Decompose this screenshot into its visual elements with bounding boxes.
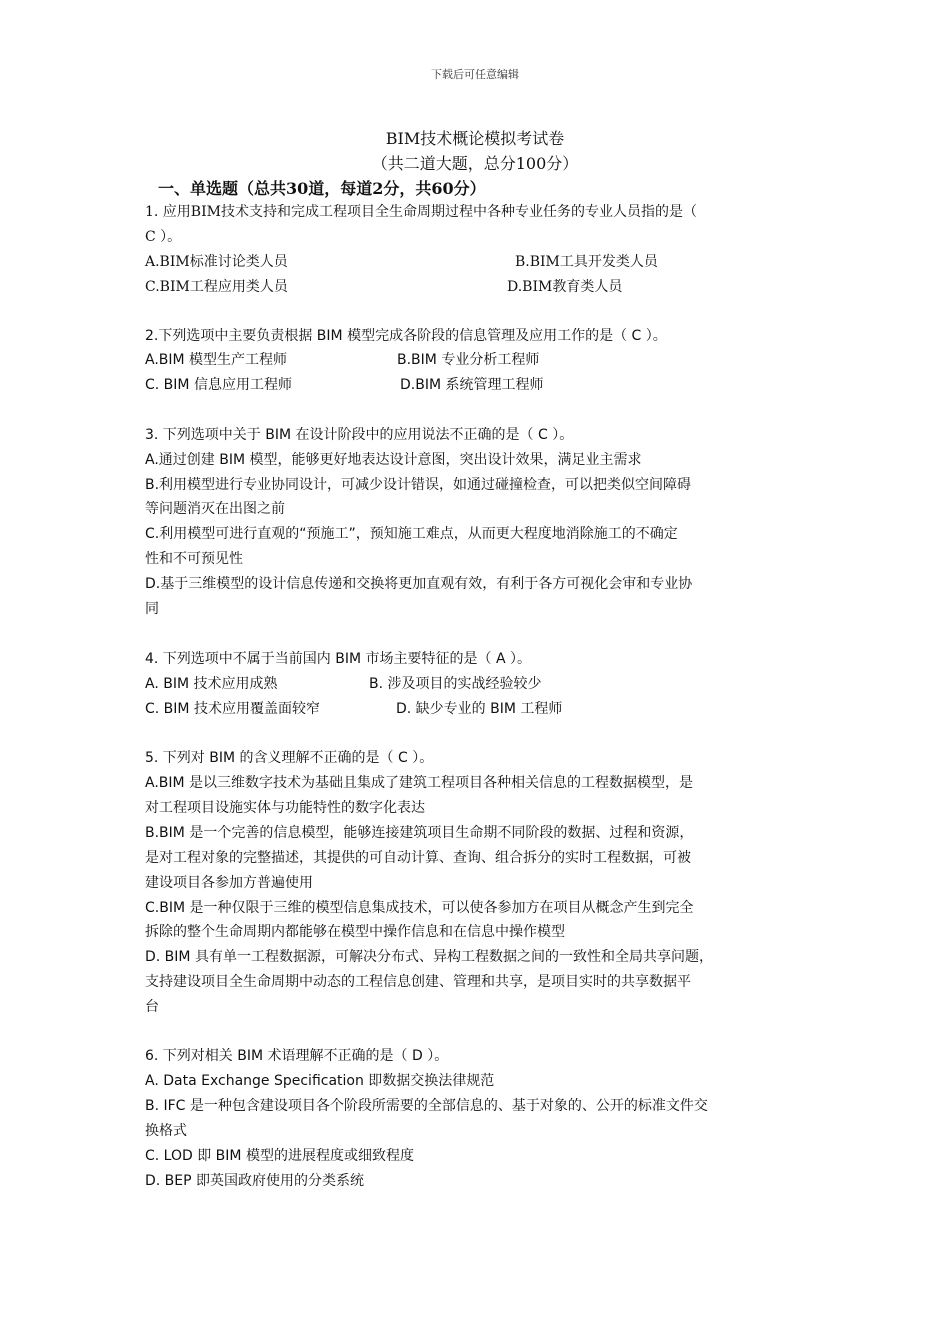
option-c: C.BIM工程应用类人员 <box>145 279 288 295</box>
question-stem: 2.下列选项中主要负责根据 BIM 模型完成各阶段的信息管理及应用工作的是（ C ）。 <box>145 328 667 344</box>
option-b: B.BIM工具开发类人员 <box>515 254 658 270</box>
option-b-cont: 建设项目各参加方普遍使用 <box>145 875 313 891</box>
option-c: C. BIM 技术应用覆盖面较窄 <box>145 701 320 717</box>
option-c: C.利用模型可进行直观的“预施工”，预知施工难点，从而更大程度地消除施工的不确定 <box>145 526 678 542</box>
question-stem-cont: C ）。 <box>145 229 182 245</box>
section-title: 一、单选题（总共30道，每道2分，共60分） <box>158 179 486 198</box>
option-b: B. 涉及项目的实战经验较少 <box>369 676 542 692</box>
option-d-cont: 同 <box>145 601 159 617</box>
exam-subtitle: （共二道大题，总分100分） <box>371 154 579 173</box>
option-b-cont: 换格式 <box>145 1123 187 1139</box>
option-d: D.基于三维模型的设计信息传递和交换将更加直观有效，有利于各方可视化会审和专业协 <box>145 576 693 592</box>
option-a: A.BIM 模型生产工程师 <box>145 352 288 368</box>
option-c-cont: 拆除的整个生命周期内都能够在模型中操作信息和在信息中操作模型 <box>145 924 565 940</box>
option-c: C.BIM 是一种仅限于三维的模型信息集成技术，可以使各参加方在项目从概念产生到完全 <box>145 900 694 916</box>
option-b: B.利用模型进行专业协同设计，可减少设计错误，如通过碰撞检查，可以把类似空间障碍 <box>145 477 692 493</box>
exam-title: BIM技术概论模拟考试卷 <box>385 129 565 148</box>
option-d: D. BEP 即英国政府使用的分类系统 <box>145 1173 365 1189</box>
option-b-cont: 是对工程对象的完整描述，其提供的可自动计算、查询、组合拆分的实时工程数据，可被 <box>145 850 691 866</box>
option-b: B.BIM 专业分析工程师 <box>397 352 540 368</box>
question-stem: 1. 应用BIM技术支持和完成工程项目全生命周期过程中各种专业任务的专业人员指的是（ <box>145 204 697 220</box>
option-d: D. BIM 具有单一工程数据源，可解决分布式、异构工程数据之间的一致性和全局共享问题， <box>145 949 713 965</box>
option-c-cont: 性和不可预见性 <box>145 551 243 567</box>
option-a: A. Data Exchange Specification 即数据交换法律规范 <box>145 1073 495 1089</box>
option-c: C. BIM 信息应用工程师 <box>145 377 292 393</box>
question-stem: 4. 下列选项中不属于当前国内 BIM 市场主要特征的是（ A ）。 <box>145 651 531 667</box>
option-d: D. 缺少专业的 BIM 工程师 <box>396 701 563 717</box>
option-d-cont: 支持建设项目全生命周期中动态的工程信息创建、管理和共享，是项目实时的共享数据平 <box>145 974 691 990</box>
question-stem: 5. 下列对 BIM 的含义理解不正确的是（ C ）。 <box>145 750 434 766</box>
option-a: A.通过创建 BIM 模型，能够更好地表达设计意图，突出设计效果，满足业主需求 <box>145 452 642 468</box>
question-stem: 3. 下列选项中关于 BIM 在设计阶段中的应用说法不正确的是（ C ）。 <box>145 427 574 443</box>
option-b-cont: 等问题消灭在出图之前 <box>145 501 285 517</box>
option-a-cont: 对工程项目设施实体与功能特性的数字化表达 <box>145 800 425 816</box>
option-d: D.BIM 系统管理工程师 <box>400 377 544 393</box>
option-d: D.BIM教育类人员 <box>507 279 623 295</box>
option-d-cont: 台 <box>145 999 159 1015</box>
question-stem: 6. 下列对相关 BIM 术语理解不正确的是（ D ）。 <box>145 1048 449 1064</box>
option-c: C. LOD 即 BIM 模型的进展程度或细致程度 <box>145 1148 414 1164</box>
option-b: B. IFC 是一种包含建设项目各个阶段所需要的全部信息的、基于对象的、公开的标准文件交 <box>145 1098 708 1114</box>
header-note: 下载后可任意编辑 <box>431 68 519 81</box>
option-a: A. BIM 技术应用成熟 <box>145 676 278 692</box>
option-a: A.BIM 是以三维数字技术为基础且集成了建筑工程项目各种相关信息的工程数据模型，是 <box>145 775 694 791</box>
option-a: A.BIM标准讨论类人员 <box>145 254 288 270</box>
option-b: B.BIM 是一个完善的信息模型，能够连接建筑项目生命期不同阶段的数据、过程和资源， <box>145 825 694 841</box>
